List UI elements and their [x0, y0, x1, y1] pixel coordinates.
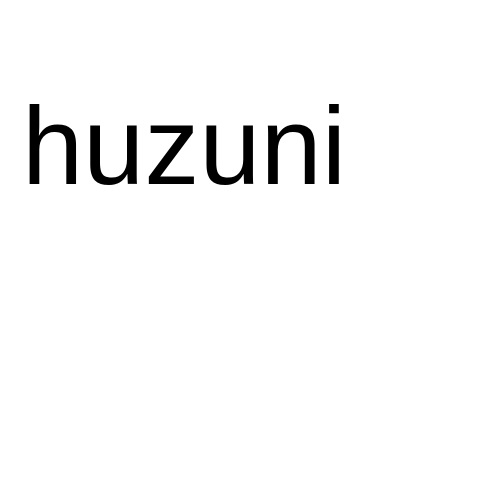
- word-text: huzuni: [22, 85, 347, 208]
